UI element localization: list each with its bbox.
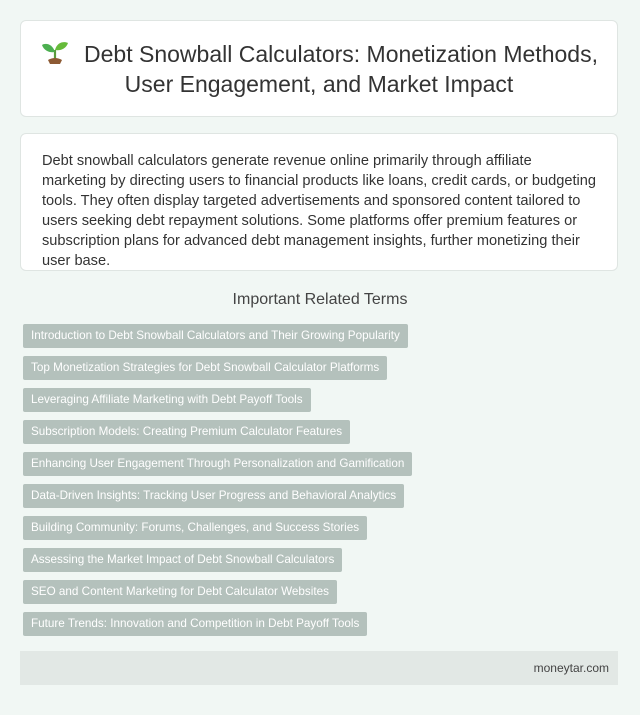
related-term-tag[interactable]: Building Community: Forums, Challenges, and Success Stories (23, 516, 367, 540)
related-terms-heading: Important Related Terms (232, 291, 408, 308)
summary-card (20, 133, 618, 271)
title-text: Debt Snowball Calculators: Monetization Methods, User Engagement, and Market Impact (84, 40, 598, 97)
seedling-icon (40, 39, 70, 65)
footer-site-link[interactable]: moneytar.com (533, 661, 609, 675)
related-term-tag[interactable]: SEO and Content Marketing for Debt Calculator Websites (23, 580, 337, 604)
related-term-tag[interactable]: Future Trends: Innovation and Competition in Debt Payoff Tools (23, 612, 367, 636)
related-term-tag[interactable]: Top Monetization Strategies for Debt Snowball Calculator Platforms (23, 356, 387, 380)
related-term-tag[interactable]: Enhancing User Engagement Through Personalization and Gamification (23, 452, 412, 476)
summary-text: Debt snowball calculators generate revenue online primarily through affiliate marketing by directing users to financial products like loans, credit cards, or budgeting tools. They often display targeted advertisements and sponsored content tailored to users seeking debt repayment solutions. Some platforms offer premium features or subscription plans for advanced debt management insights, further monetizing their user base. (42, 153, 597, 269)
page-title (21, 39, 617, 99)
related-term-tag[interactable]: Data-Driven Insights: Tracking User Progress and Behavioral Analytics (23, 484, 404, 508)
related-term-tag[interactable]: Subscription Models: Creating Premium Calculator Features (23, 420, 350, 444)
title-card (20, 20, 618, 117)
related-term-tag[interactable]: Introduction to Debt Snowball Calculators and Their Growing Popularity (23, 324, 408, 348)
related-term-tag[interactable]: Assessing the Market Impact of Debt Snowball Calculators (23, 548, 342, 572)
related-term-tag[interactable]: Leveraging Affiliate Marketing with Debt Payoff Tools (23, 388, 311, 412)
related-terms-list (23, 324, 412, 644)
footer (20, 651, 618, 685)
